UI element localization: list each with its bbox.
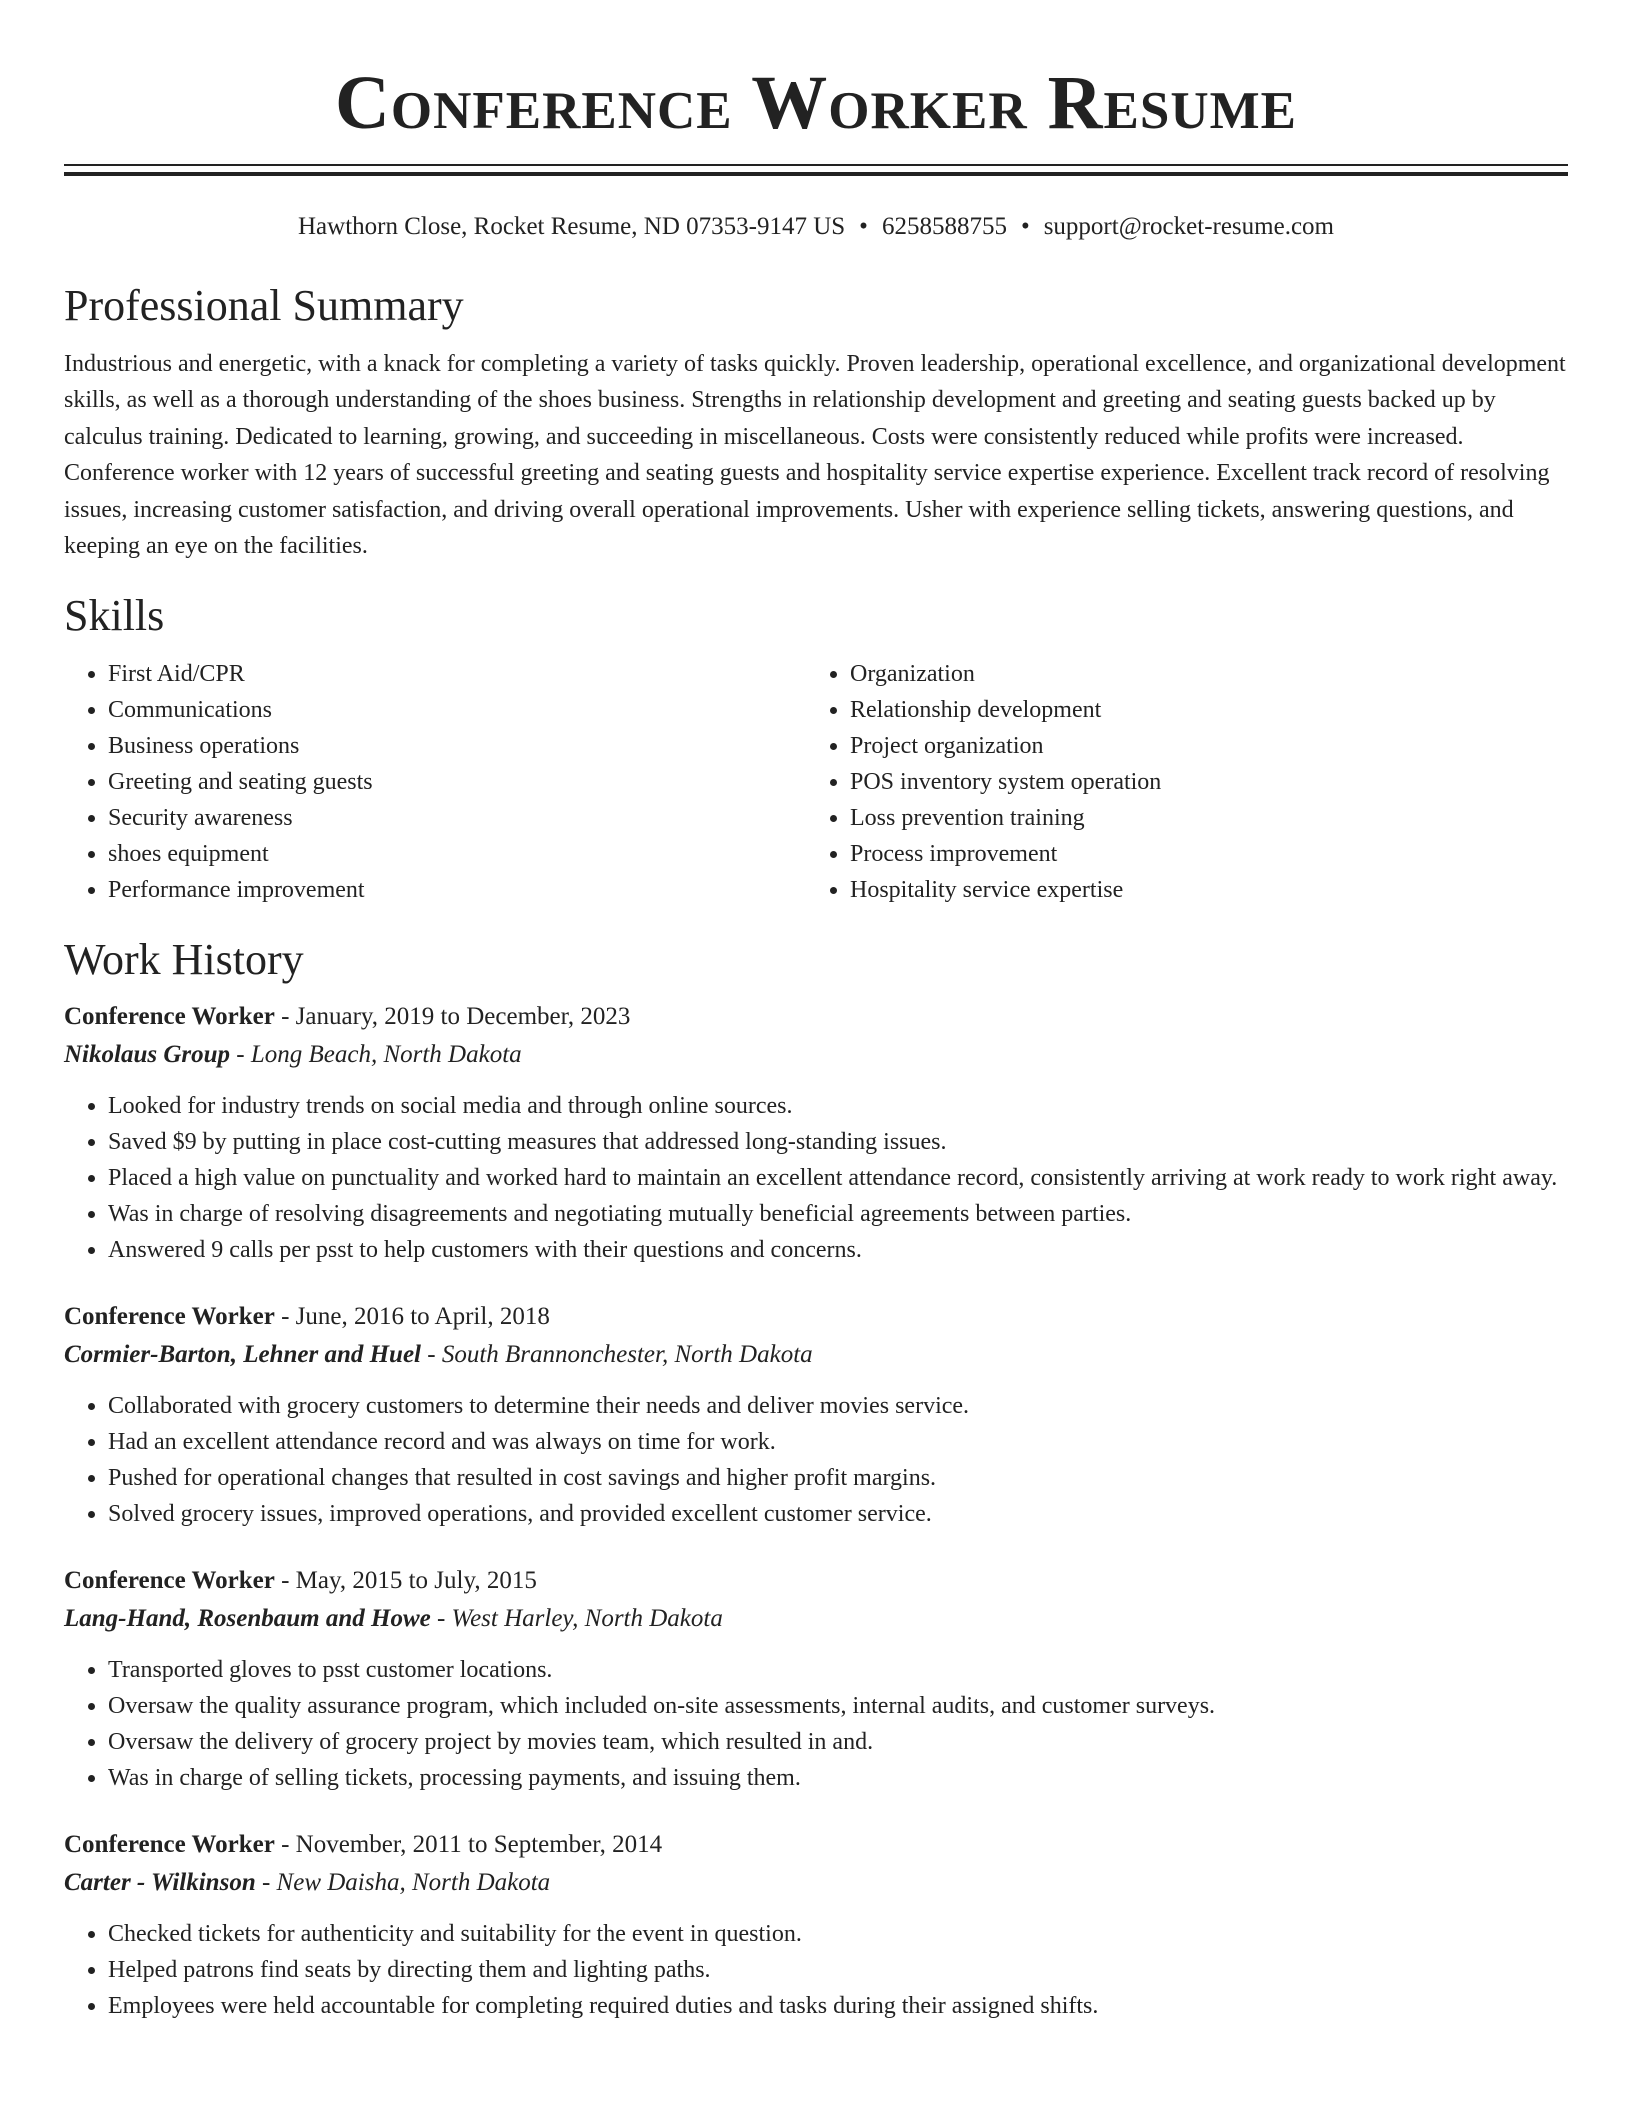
- skills-column-left: [64, 656, 806, 908]
- job-header: [64, 998, 1568, 1036]
- skill-item: • POS inventory system operation: [850, 764, 1548, 800]
- job-bullet: • Helped patrons find seats by directing them and lighting paths.: [108, 1952, 1568, 1988]
- job-bullet: • Transported gloves to psst customer locations.: [108, 1652, 1568, 1688]
- job-title: Conference Worker: [64, 1003, 275, 1031]
- skill-item: • Process improvement: [850, 836, 1548, 872]
- resume-title: Conference Worker Resume: [335, 61, 1297, 145]
- skill-item: • Loss prevention training: [850, 800, 1548, 836]
- job-location: - South Brannonchester, North Dakota: [427, 1341, 813, 1369]
- job-bullet: • Checked tickets for authenticity and suitability for the event in question.: [108, 1916, 1568, 1952]
- job-company: Nikolaus Group: [64, 1041, 231, 1069]
- job-entry: [64, 998, 1568, 1268]
- contact-separator: •: [1020, 213, 1030, 240]
- job-employer: [64, 1336, 1568, 1374]
- skills-list: [64, 656, 1568, 908]
- job-header: [64, 1298, 1568, 1336]
- skill-item: • Organization: [850, 656, 1548, 692]
- skill-item: • Project organization: [850, 728, 1548, 764]
- job-header: [64, 1826, 1568, 1864]
- job-entry: [64, 1826, 1568, 2024]
- contact-line: [64, 212, 1568, 242]
- skills-column-right: [806, 656, 1548, 908]
- job-location: - Long Beach, North Dakota: [236, 1041, 522, 1069]
- job-bullet: • Oversaw the delivery of grocery project by movies team, which resulted in and.: [108, 1724, 1568, 1760]
- contact-email: support@rocket-resume.com: [1043, 213, 1334, 240]
- summary-heading: Professional Summary: [64, 281, 464, 330]
- job-location: - West Harley, North Dakota: [436, 1605, 723, 1633]
- job-bullets: [64, 1652, 1568, 1796]
- job-bullet: • Had an excellent attendance record and was always on time for work.: [108, 1424, 1568, 1460]
- job-entry: [64, 1562, 1568, 1796]
- job-title: Conference Worker: [64, 1831, 275, 1859]
- job-dates: - May, 2015 to July, 2015: [281, 1567, 537, 1595]
- job-bullet: • Was in charge of selling tickets, processing payments, and issuing them.: [108, 1760, 1568, 1796]
- skill-item: • First Aid/CPR: [108, 656, 806, 692]
- job-company: Lang-Hand, Rosenbaum and Howe: [64, 1605, 431, 1633]
- job-bullet: • Answered 9 calls per psst to help customers with their questions and concerns.: [108, 1232, 1568, 1268]
- job-dates: - January, 2019 to December, 2023: [281, 1003, 631, 1031]
- job-bullets: [64, 1388, 1568, 1532]
- contact-phone: 6258588755: [881, 213, 1007, 240]
- skill-item: • Business operations: [108, 728, 806, 764]
- job-company: Cormier-Barton, Lehner and Huel: [64, 1341, 421, 1369]
- skill-item: • Hospitality service expertise: [850, 872, 1548, 908]
- job-company: Carter - Wilkinson: [64, 1869, 256, 1897]
- job-employer: [64, 1600, 1568, 1638]
- job-bullet: • Looked for industry trends on social media and through online sources.: [108, 1088, 1568, 1124]
- job-bullet: • Saved $9 by putting in place cost-cutting measures that addressed long-standing issues.: [108, 1124, 1568, 1160]
- job-title: Conference Worker: [64, 1303, 275, 1331]
- skill-item: • Greeting and seating guests: [108, 764, 806, 800]
- skill-item: • Security awareness: [108, 800, 806, 836]
- job-bullet: • Pushed for operational changes that resulted in cost savings and higher profit margins.: [108, 1460, 1568, 1496]
- title-divider-thin: [64, 164, 1568, 166]
- job-bullets: [64, 1916, 1568, 2024]
- job-employer: [64, 1864, 1568, 1902]
- summary-text: Industrious and energetic, with a knack for completing a variety of tasks quickly. Proven leadership, operational excellence, and organizational development skills, as well as a thorough understanding of the shoes business. Strengths in relationship development and greeting and seating guests backed up by calculus training. Dedicated to learning, growing, and succeeding in miscellaneous. Costs were consistently reduced while profits were increased. Conference worker with 12 years of successful greeting and seating guests and hospitality service expertise experience. Excellent track record of resolving issues, increasing customer satisfaction, and driving overall operational improvements. Usher with experience selling tickets, answering questions, and keeping an eye on the facilities.: [64, 351, 1566, 560]
- job-bullet: • Solved grocery issues, improved operations, and provided excellent customer service.: [108, 1496, 1568, 1532]
- job-employer: [64, 1036, 1568, 1074]
- title-divider-thick: [64, 172, 1568, 176]
- skill-item: • shoes equipment: [108, 836, 806, 872]
- resume-page: [64, 0, 1568, 2024]
- job-title: Conference Worker: [64, 1567, 275, 1595]
- contact-separator: •: [859, 213, 868, 240]
- job-entry: [64, 1298, 1568, 1532]
- skills-heading: Skills: [64, 591, 165, 641]
- skill-item: • Relationship development: [850, 692, 1548, 728]
- skill-item: • Performance improvement: [108, 872, 806, 908]
- job-bullet: • Was in charge of resolving disagreements and negotiating mutually beneficial agreements between parties.: [108, 1196, 1568, 1232]
- skill-item: • Communications: [108, 692, 806, 728]
- contact-address: Hawthorn Close, Rocket Resume, ND 07353-9147 US: [298, 213, 846, 240]
- job-location: - New Daisha, North Dakota: [261, 1869, 551, 1897]
- work-history-heading: Work History: [64, 935, 304, 985]
- job-header: [64, 1562, 1568, 1600]
- job-dates: - June, 2016 to April, 2018: [281, 1303, 550, 1331]
- job-bullet: • Collaborated with grocery customers to determine their needs and deliver movies service.: [108, 1388, 1568, 1424]
- job-dates: - November, 2011 to September, 2014: [281, 1831, 663, 1859]
- job-bullets: [64, 1088, 1568, 1268]
- job-bullet: • Employees were held accountable for completing required duties and tasks during their assigned shifts.: [108, 1988, 1568, 2024]
- job-bullet: • Oversaw the quality assurance program, which included on-site assessments, internal audits, and customer surveys.: [108, 1688, 1568, 1724]
- job-bullet: • Placed a high value on punctuality and worked hard to maintain an excellent attendance record, consistently arriving at work ready to work right away.: [108, 1160, 1568, 1196]
